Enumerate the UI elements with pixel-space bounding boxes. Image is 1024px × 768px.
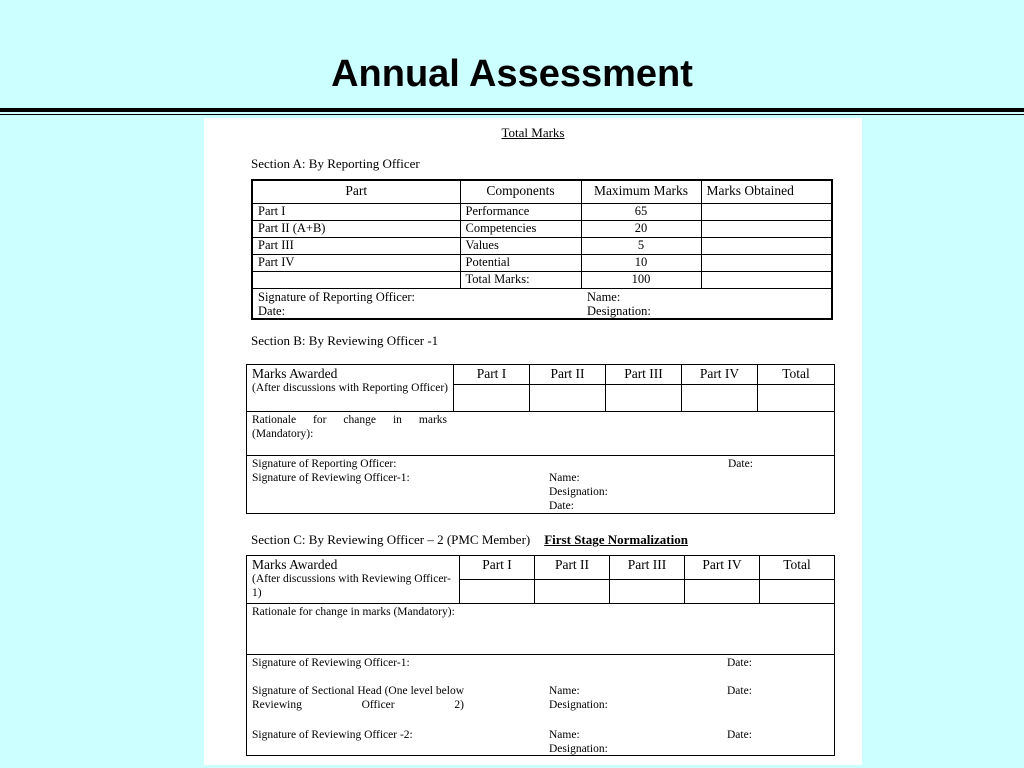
marks-part-iii-cell[interactable] xyxy=(606,385,682,412)
header-part-iv: Part IV xyxy=(685,556,760,580)
rationale-cell[interactable] xyxy=(247,604,835,655)
row-max-marks: 5 xyxy=(581,237,701,254)
row-part: Part III xyxy=(252,237,460,254)
marks-part-iv-cell[interactable] xyxy=(682,385,758,412)
total-label: Total Marks: xyxy=(460,271,581,288)
total-row xyxy=(252,271,832,288)
table-row xyxy=(252,220,832,237)
signature-reviewing-1-label: Signature of Reviewing Officer-1: xyxy=(252,472,410,484)
section-a-signature-cell[interactable] xyxy=(252,288,832,319)
date-label-bottom: Date: xyxy=(549,500,574,512)
section-b-header-row xyxy=(247,365,835,385)
marks-part-iii-cell[interactable] xyxy=(610,580,685,604)
date-label: Date: xyxy=(727,657,752,669)
section-c-rationale-row xyxy=(247,604,835,655)
total-value: 100 xyxy=(581,271,701,288)
name-label: Name: xyxy=(549,729,580,741)
marks-total-cell[interactable] xyxy=(760,580,835,604)
signature-reporting-label: Signature of Reporting Officer: xyxy=(252,458,397,470)
header-components: Components xyxy=(460,180,581,203)
title-rule-thin xyxy=(0,114,1024,115)
section-b-rationale-row xyxy=(247,412,835,456)
rationale-label: Rationale for change in marks (Mandatory): xyxy=(252,606,455,618)
row-marks-obtained-cell[interactable] xyxy=(701,203,832,220)
signature-reporting-label: Signature of Reporting Officer: xyxy=(258,289,416,304)
name-label: Name: xyxy=(549,472,580,484)
section-b-table xyxy=(246,364,835,514)
row-marks-obtained-cell[interactable] xyxy=(701,254,832,271)
row-component: Competencies xyxy=(460,220,581,237)
header-part-iv: Part IV xyxy=(682,365,758,385)
marks-awarded-label: Marks Awarded xyxy=(252,557,338,572)
header-part-iii: Part III xyxy=(606,365,682,385)
total-obtained-cell[interactable] xyxy=(701,271,832,288)
section-a-title: Section A: By Reporting Officer xyxy=(251,156,420,171)
row-max-marks: 65 xyxy=(581,203,701,220)
date-label: Date: xyxy=(258,303,286,318)
row-component: Potential xyxy=(460,254,581,271)
header-part-i: Part I xyxy=(454,365,530,385)
row-component: Performance xyxy=(460,203,581,220)
marks-awarded-note: (After discussions with Reporting Officer) xyxy=(252,382,448,394)
marks-part-ii-cell[interactable] xyxy=(535,580,610,604)
signature-reviewing-1-label: Signature of Reviewing Officer-1: xyxy=(252,657,410,669)
total-empty-cell xyxy=(252,271,460,288)
header-maximum-marks: Maximum Marks xyxy=(581,180,701,203)
section-a-header-row xyxy=(252,180,832,203)
form-title: Total Marks xyxy=(501,125,565,140)
section-b-title: Section B: By Reviewing Officer -1 xyxy=(251,333,439,348)
slide-title: Annual Assessment xyxy=(331,53,693,95)
section-c-header-row xyxy=(247,556,835,580)
row-max-marks: 10 xyxy=(581,254,701,271)
marks-awarded-cell xyxy=(247,556,460,604)
marks-awarded-cell xyxy=(247,365,454,412)
assessment-form xyxy=(204,118,862,765)
row-part: Part I xyxy=(252,203,460,220)
marks-awarded-label: Marks Awarded xyxy=(252,366,338,381)
rationale-cell[interactable] xyxy=(247,412,835,456)
marks-awarded-note: (After discussions with Reviewing Officer-1) xyxy=(252,573,451,599)
designation-label: Designation: xyxy=(549,743,608,755)
header-marks-obtained: Marks Obtained xyxy=(701,180,832,203)
row-marks-obtained-cell[interactable] xyxy=(701,220,832,237)
section-a-signature-row xyxy=(252,288,832,319)
header-total: Total xyxy=(760,556,835,580)
header-part-i: Part I xyxy=(460,556,535,580)
header-part-iii: Part III xyxy=(610,556,685,580)
row-part: Part II (A+B) xyxy=(252,220,460,237)
section-b-signature-row xyxy=(247,456,835,514)
signature-sectional-head-label: Signature of Sectional Head (One level below Reviewing Officer 2) xyxy=(252,685,464,711)
name-label: Name: xyxy=(549,685,580,697)
designation-label: Designation: xyxy=(549,699,608,711)
section-c-table xyxy=(246,555,835,756)
header-total: Total xyxy=(758,365,835,385)
rationale-label: Rationale for change in marks (Mandatory): xyxy=(252,414,447,440)
marks-part-i-cell[interactable] xyxy=(454,385,530,412)
marks-part-i-cell[interactable] xyxy=(460,580,535,604)
row-component: Values xyxy=(460,237,581,254)
date-label: Date: xyxy=(728,458,753,470)
table-row xyxy=(252,254,832,271)
name-label: Name: xyxy=(587,289,621,304)
date-label: Date: xyxy=(727,685,752,697)
header-part: Part xyxy=(252,180,460,203)
row-max-marks: 20 xyxy=(581,220,701,237)
title-rule-thick xyxy=(0,108,1024,112)
date-label: Date: xyxy=(727,729,752,741)
marks-total-cell[interactable] xyxy=(758,385,835,412)
header-part-ii: Part II xyxy=(530,365,606,385)
first-stage-normalization: First Stage Normalization xyxy=(544,532,688,547)
section-c-signature-row xyxy=(247,655,835,756)
designation-label: Designation: xyxy=(549,486,608,498)
section-a-table xyxy=(251,179,833,320)
section-b-signature-cell[interactable] xyxy=(247,456,835,514)
row-marks-obtained-cell[interactable] xyxy=(701,237,832,254)
designation-label: Designation: xyxy=(587,303,651,318)
section-c-title-text: Section C: By Reviewing Officer – 2 (PMC Member) xyxy=(251,532,531,547)
table-row xyxy=(252,237,832,254)
section-c-title xyxy=(251,532,688,548)
row-part: Part IV xyxy=(252,254,460,271)
signature-reviewing-2-label: Signature of Reviewing Officer -2: xyxy=(252,729,413,741)
table-row xyxy=(252,203,832,220)
marks-part-ii-cell[interactable] xyxy=(530,385,606,412)
marks-part-iv-cell[interactable] xyxy=(685,580,760,604)
section-c-signature-cell[interactable] xyxy=(247,655,835,756)
header-part-ii: Part II xyxy=(535,556,610,580)
